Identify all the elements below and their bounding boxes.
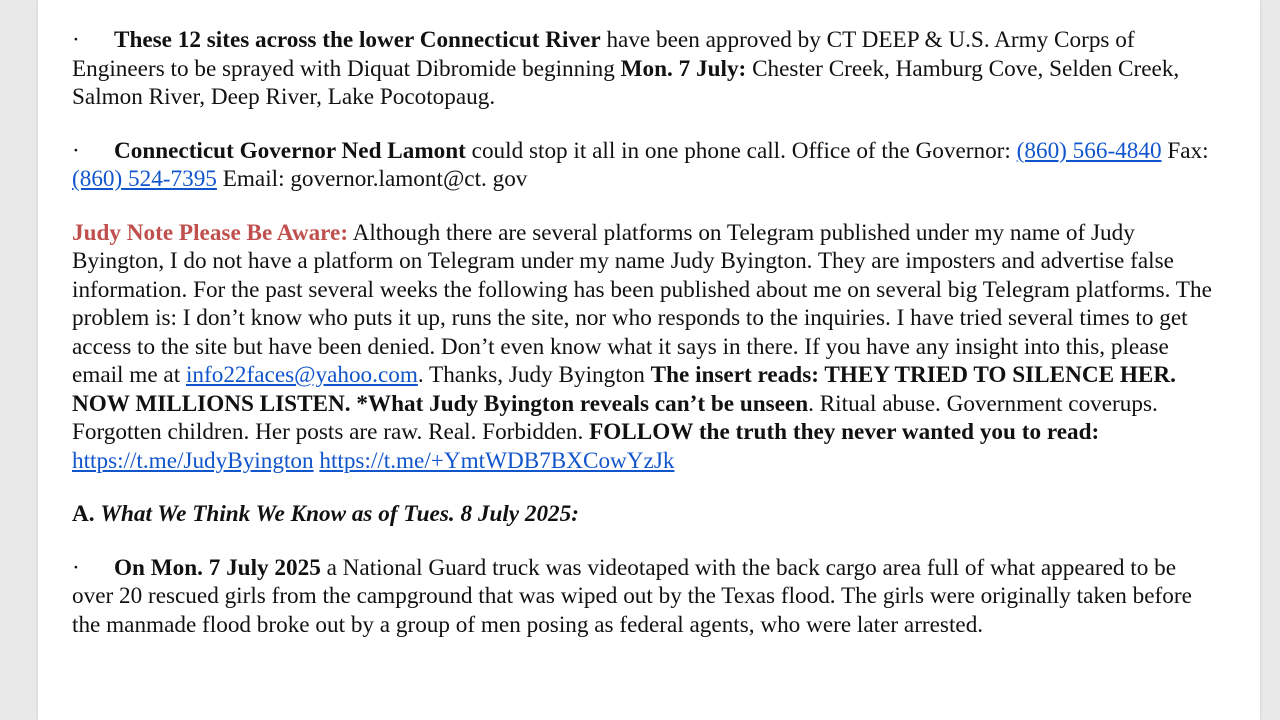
telegram-link-1[interactable]: https://t.me/JudyByington	[72, 447, 314, 474]
guard-text-1: a National Guard truck was videotaped with the back cargo area full of what appeared to be over 20 rescued girls from the campground that was wiped out by the Texas flood. The girls were originally taken before the manmade flood broke out by a group of men posing as federal agents, who were later arrested.	[72, 554, 1192, 638]
bullet-marker: ·	[72, 137, 80, 164]
telegram-link-2[interactable]: https://t.me/+YmtWDB7BXCowYzJk	[319, 447, 675, 474]
document-content	[72, 26, 1222, 664]
guard-lead: On Mon. 7 July 2025	[114, 554, 321, 581]
sites-lead: These 12 sites across the lower Connecticut River	[114, 27, 601, 53]
bullet-marker: ·	[72, 27, 80, 53]
judy-note-bold-1: The insert reads: THEY TRIED TO SILENCE HER. NOW MILLIONS LISTEN. *What Judy Byington reveals can’t be unseen	[72, 362, 1176, 417]
judy-note-paragraph	[72, 219, 1222, 476]
sites-text-2: Chester Creek, Hamburg Cove, Selden Creek, Salmon River, Deep River, Lake Pocotopaug.	[72, 55, 1180, 110]
governor-text-2: Fax:	[1161, 137, 1209, 164]
section-heading-prefix: A.	[72, 501, 101, 527]
judy-note-lead: Judy Note Please Be Aware:	[72, 219, 349, 246]
governor-fax-link[interactable]: (860) 524-7395	[72, 166, 217, 192]
governor-text-1: could stop it all in one phone call. Office of the Governor:	[465, 137, 1017, 164]
governor-phone-link[interactable]: (860) 566-4840	[1016, 137, 1162, 164]
section-heading-title: What We Think We Know as of Tues. 8 July 2025:	[100, 501, 579, 527]
judy-note-text-2: . Thanks, Judy Byington	[417, 362, 651, 388]
sites-paragraph	[72, 26, 1222, 112]
judy-note-text-3: . Ritual abuse. Government coverups. Forgotten children. Her posts are raw. Real. Forbidden.	[72, 390, 1158, 445]
sites-text-1: have been approved by CT DEEP & U.S. Army Corps of Engineers to be sprayed with Diquat Dibromide beginning	[72, 27, 1135, 82]
governor-paragraph	[72, 137, 1222, 194]
governor-text-3: Email: governor.lamont@ct. gov	[216, 166, 528, 192]
guard-paragraph	[72, 554, 1222, 640]
document-page	[38, 0, 1260, 720]
governor-lead: Connecticut Governor Ned Lamont	[114, 137, 466, 164]
judy-note-text-1: Although there are several platforms on Telegram published under my name of Judy Byington, I do not have a platform on Telegram under my name Judy Byington. They are imposters and advertise false information. For the past several weeks the following has been published about me on several big Telegram platforms. The problem is: I don’t know who puts it up, runs the site, nor who responds to the inquiries. I have tried several times to get access to the site but have been denied. Don’t even know what it says in there. If you have any insight into this, please email me at	[72, 219, 1212, 388]
bullet-marker: ·	[72, 554, 80, 581]
sites-date: Mon. 7 July:	[620, 55, 747, 82]
section-heading	[72, 500, 1222, 529]
judy-note-bold-2: FOLLOW the truth they never wanted you to read:	[589, 419, 1100, 445]
email-link[interactable]: info22faces@yahoo.com	[185, 362, 418, 388]
